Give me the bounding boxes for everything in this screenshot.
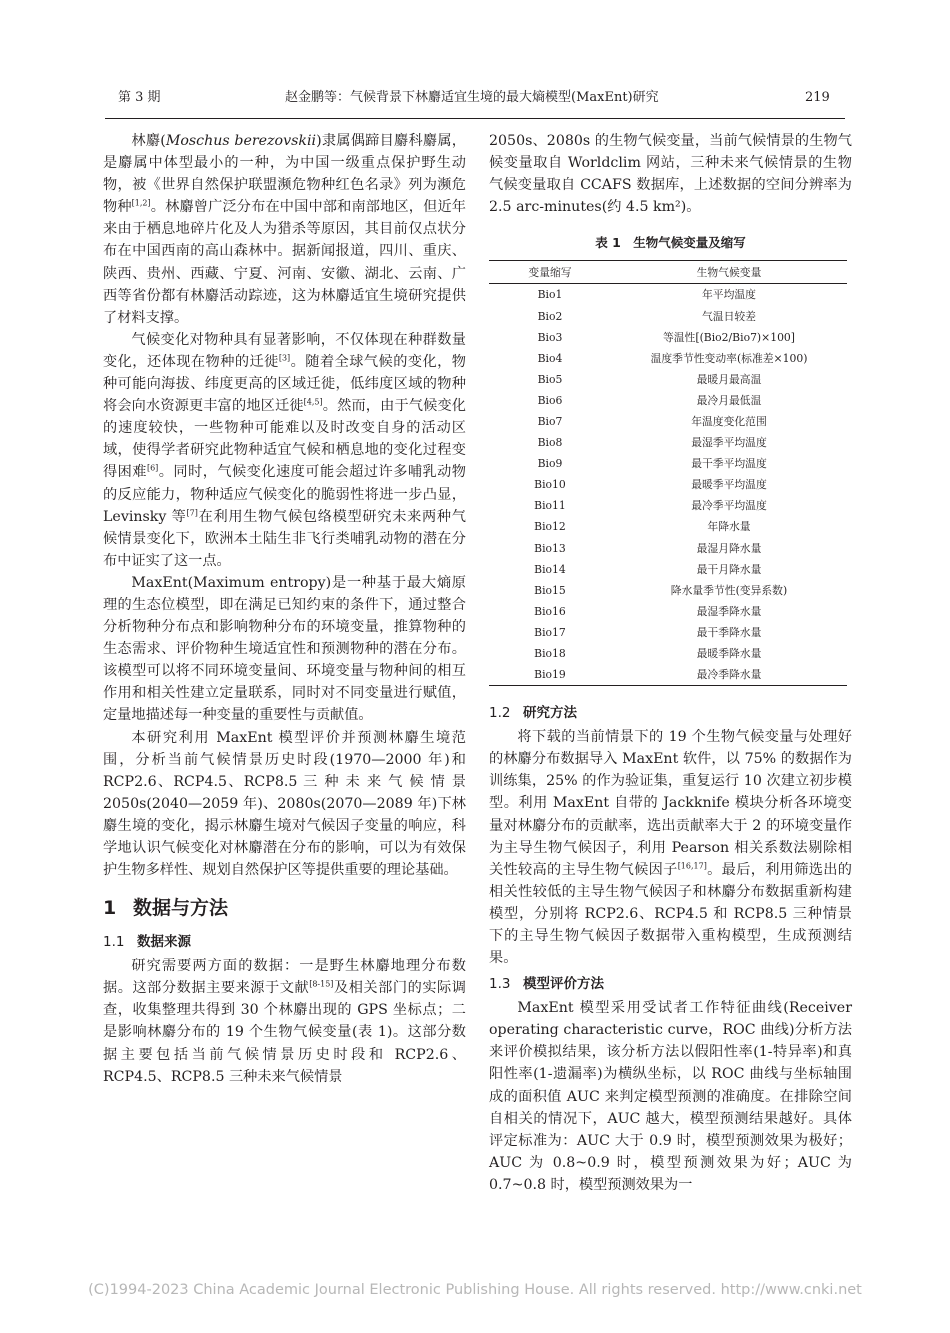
- variable-code: Bio16: [534, 604, 566, 618]
- variable-name: 最冷季平均温度: [691, 499, 767, 513]
- table-header-row: [489, 261, 847, 284]
- copyright-footer: (C)1994-2023 China Academic Journal Electronic Publishing House. All rights reserved. http://www.cnki.net: [88, 1282, 862, 1298]
- table-row: [489, 453, 847, 474]
- table-row: [489, 601, 847, 622]
- table-header: 生物气候变量: [611, 261, 847, 284]
- variable-name: 最暖季降水量: [696, 647, 762, 661]
- citation: [7]: [186, 507, 198, 517]
- page-number: 219: [805, 90, 830, 105]
- citation: [8-15]: [309, 979, 334, 989]
- variable-name: 最冷季降水量: [611, 664, 847, 686]
- running-title: 赵金鹏等：气候背景下林麝适宜生境的最大熵模型(MaxEnt)研究: [285, 90, 659, 105]
- table-row: [489, 432, 847, 453]
- table-row: [489, 390, 847, 411]
- table-row: [489, 538, 847, 559]
- variable-name: 最干季平均温度: [691, 457, 767, 471]
- table-row: [489, 622, 847, 643]
- subsection-heading: 1.3 模型评价方法: [489, 976, 604, 993]
- bioclim-table: [489, 260, 847, 686]
- paragraph-evaluation: MaxEnt 模型采用受试者工作特征曲线(Receiver operating characteristic curve，ROC 曲线)分析方法来评价模拟结果，该分析方法以假阳性率(1-特异率)和真阳性率(1-遗漏率)为横纵坐标，以 ROC 曲线与坐标轴围成的面积值 AUC 来判定模型预测的准确度。在排除空间自相关的情况下，AUC 越大，模型预测结果越好。具体评定标准为：AUC 大于 0.9 时，模型预测效果为极好；AUC 为 0.8~0.9 时，模型预测效果为好；AUC 为 0.7~0.8 时，模型预测效果为一: [489, 1000, 852, 1193]
- table-row: [489, 495, 847, 516]
- variable-name: 等温性[(Bio2/Bio7)×100]: [662, 330, 796, 344]
- variable-code: Bio3: [537, 330, 563, 344]
- variable-name: 最暖月最高温: [696, 372, 762, 386]
- section-heading: 1 数据与方法: [103, 897, 229, 920]
- paragraph-data-cont: 2050s、2080s 的生物气候变量，当前气候情景的生物气候变量取自 Worldclim 网站，三种未来气候情景的生物气候变量取自 CCAFS 数据库，上述数据的空间分辨率为 2.5 arc-minutes(约 4.5 km²)。: [489, 133, 852, 216]
- table-header: 变量缩写: [489, 261, 611, 284]
- table-row: [489, 305, 847, 326]
- variable-code: Bio13: [534, 541, 566, 555]
- citation: [6]: [146, 463, 159, 473]
- variable-code: Bio14: [534, 562, 566, 576]
- citation: [16,17]: [677, 860, 707, 870]
- table-caption: 表 1 生物气候变量及缩写: [595, 235, 746, 251]
- variable-name: 年平均温度: [702, 288, 756, 302]
- paragraph-intro: 林麝(Moschus berezovskii)隶属偶蹄目麝科麝属，是麝属中体型最小的一种，为中国一级重点保护野生动物，被《世界自然保护联盟濒危物种红色名录》列为濒危物种[1,2]。林麝曾广泛分布在中国中部和南部地区，但近年来由于栖息地碎片化及人为猎杀等原因，其目前仅点状分布在中国西南的高山森林中。据新闻报道，四川、重庆、陕西、贵州、西藏、宁夏、河南、安徽、湖北、云南、广西等省份都有林麝活动踪迹，这为林麝适宜生境研究提供了材料支撑。: [103, 133, 466, 326]
- variable-name: 降水量季节性(变异系数): [670, 583, 788, 597]
- table-row: [489, 643, 847, 664]
- paragraph-climate: 气候变化对物种具有显著影响，不仅体现在种群数量变化，还体现在物种的迁徙[3]。随着全球气候的变化，物种可能向海拔、纬度更高的区域迁徙，低纬度区域的物种将会向水资源更丰富的地区迁徙[4,5]。然而，由于气候变化的速度较快，一些物种可能难以及时改变自身的活动区域，使得学者研究此物种适宜气候和栖息地的变化过程变得困难[6]。同时，气候变化速度可能会超过许多哺乳动物的反应能力，物种适应气候变化的脆弱性将进一步凸显，Levinsky 等[7]在利用生物气候包络模型研究未来两种气候情景变化下，欧洲本土陆生非飞行类哺乳动物的潜在分布中证实了这一点。: [103, 331, 466, 569]
- citation: [3]: [278, 353, 291, 363]
- left-column: [103, 130, 466, 1088]
- table-row: [489, 369, 847, 390]
- variable-code: Bio5: [537, 372, 563, 386]
- paragraph-method: 将下载的当前情景下的 19 个生物气候变量与处理好的林麝分布数据导入 MaxEnt 软件，以 75% 的数据作为训练集，25% 的作为验证集，重复运行 10 次建立初步模型。利用 MaxEnt 自带的 Jackknife 模块分析各环境变量对林麝分布的贡献率，选出贡献率大于 2 的环境变量作为主导生物气候因子，利用 Pearson 相关系数法剔除相关性较高的主导生物气候因子[16,17]。最后，利用筛选出的相关性较低的主导生物气候因子和林麝分布数据重新构建模型，分别将 RCP2.6、RCP4.5 和 RCP8.5 三种情景下的主导生物气候因子数据带入重构模型，生成预测结果。: [489, 729, 852, 967]
- table-row: [489, 327, 847, 348]
- subsection-heading: 1.2 研究方法: [489, 705, 577, 722]
- header-rule: [105, 118, 845, 119]
- variable-name: 年降水量: [707, 520, 751, 534]
- table-row: [489, 664, 847, 686]
- table-row: [489, 348, 847, 369]
- variable-code: Bio12: [534, 520, 566, 534]
- right-column: [489, 130, 852, 1196]
- variable-name: 气温日较差: [702, 309, 756, 323]
- variable-code: Bio4: [537, 351, 563, 365]
- variable-code: Bio15: [534, 583, 566, 597]
- variable-name: 温度季节性变动率(标准差×100): [650, 351, 808, 365]
- table-row: [489, 559, 847, 580]
- variable-name: 最湿月降水量: [696, 541, 762, 555]
- paragraph-maxent: MaxEnt(Maximum entropy)是一种基于最大熵原理的生态位模型，即在满足已知约束的条件下，通过整合分析物种分布点和影响物种分布的环境变量，推算物种的生态需求、评价物种生境适宜性和预测物种的潜在分布。该模型可以将不同环境变量间、环境变量与物种间的相互作用和相关性建立定量联系，同时对不同变量进行赋值，定量地描述每一种变量的重要性与贡献值。: [103, 574, 466, 724]
- variable-code: Bio2: [537, 309, 563, 323]
- page-header: [0, 0, 950, 120]
- citation: [4,5]: [303, 397, 323, 407]
- variable-name: 最干季降水量: [696, 625, 762, 639]
- table-row: [489, 516, 847, 537]
- variable-code: Bio8: [537, 436, 563, 450]
- variable-code: Bio19: [489, 664, 611, 686]
- variable-code: Bio6: [537, 393, 563, 407]
- issue-number: 第 3 期: [118, 90, 161, 105]
- table-row: [489, 411, 847, 432]
- variable-name: 最冷月最低温: [696, 393, 762, 407]
- variable-name: 最湿季降水量: [696, 604, 762, 618]
- variable-code: Bio9: [537, 457, 563, 471]
- variable-name: 年温度变化范围: [691, 414, 767, 428]
- variable-name: 最干月降水量: [696, 562, 762, 576]
- variable-code: Bio17: [534, 625, 566, 639]
- paragraph-study: 本研究利用 MaxEnt 模型评价并预测林麝生境范围，分析当前气候情景历史时段(1970—2000 年)和 RCP2.6、RCP4.5、RCP8.5 三 种 未 来 气 候 情 景 2050s(2040—2059 年)、2080s(2070—2089 年)下林麝生境的变化，揭示林麝生境对气候因子变量的响应，科学地认识气候变化对林麝潜在分布的影响，可以为有效保护生物多样性、规划自然保护区等提供重要的理论基础。: [103, 729, 466, 879]
- table-row: [489, 474, 847, 495]
- subsection-heading: 1.1 数据来源: [103, 934, 191, 951]
- paragraph-data: 研究需要两方面的数据：一是野生林麝地理分布数据。这部分数据主要来源于文献[8-15]及相关部门的实际调查，收集整理共得到 30 个林麝出现的 GPS 坐标点；二是影响林麝分布的 19 个生物气候变量(表 1)。这部分数据主要包括当前气候情景历史时段和 RCP2.6、RCP4.5、RCP8.5 三种未来气候情景: [103, 958, 466, 1085]
- table-row: [489, 580, 847, 601]
- citation: [1,2]: [131, 198, 151, 208]
- variable-code: Bio10: [534, 478, 566, 492]
- variable-code: Bio7: [537, 414, 563, 428]
- species-name: Moschus berezovskii: [165, 133, 317, 149]
- variable-name: 最湿季平均温度: [691, 436, 767, 450]
- variable-code: Bio18: [534, 647, 566, 661]
- variable-name: 最暖季平均温度: [691, 478, 767, 492]
- variable-code: Bio11: [534, 499, 566, 513]
- variable-code: Bio1: [537, 288, 563, 302]
- table-row: [489, 284, 847, 306]
